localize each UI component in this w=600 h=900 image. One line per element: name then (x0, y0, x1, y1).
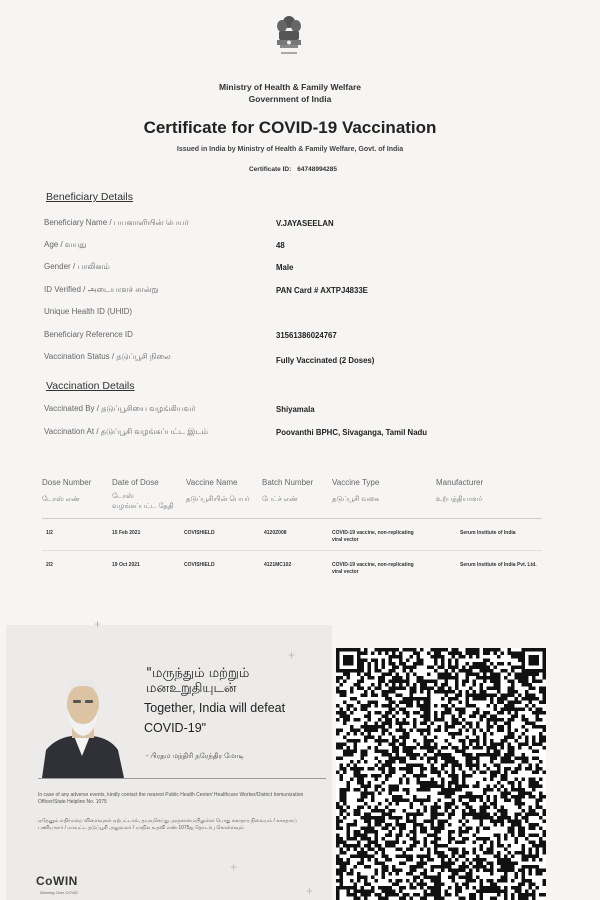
field-value: Fully Vaccinated (2 Doses) (276, 356, 375, 365)
gender-row (44, 262, 564, 278)
cell-batch: 4120Z008 (264, 530, 287, 536)
header-en: Dose Number (42, 478, 92, 487)
cell-manufacturer: Serum Institute of India (460, 530, 516, 536)
field-label: Beneficiary Reference ID (44, 330, 133, 339)
government-name: Government of India (248, 94, 332, 104)
quote-english-line2: COVID-19" (144, 721, 207, 735)
header-en: Vaccine Type (332, 478, 380, 487)
quote-tamil-line2: மனஉறுதியுடன் (146, 681, 237, 696)
reference-id-row (44, 330, 564, 346)
field-value: V.JAYASEELAN (276, 219, 334, 228)
cowin-tagline: Winning Over COVID (40, 890, 79, 895)
table-header (332, 478, 379, 505)
quote-tamil-line1: "மருந்தும் மற்றும் (146, 666, 250, 681)
field-label: Vaccinated By / தடுப்பூசியை வழங்கியவர் (44, 404, 196, 413)
table-header (436, 478, 483, 505)
cell-dose: 1/2 (46, 530, 53, 536)
quote-signature: - பிரதம மந்திரி நரேந்திர மோடி (146, 753, 244, 760)
field-label: Vaccination At / தடுப்பூசி வழங்கப்பட்ட இடம் (44, 427, 208, 436)
cell-batch: 4121MC102 (264, 562, 292, 568)
header-en: Date of Dose (112, 478, 159, 487)
certificate-title: Certificate for COVID-19 Vaccination (143, 118, 437, 137)
cell-vaccine: COVISHIELD (184, 530, 215, 536)
adverse-events-text-tamil: ஏதேனும் எதிர்மறை விளைவுகள் ஏற்பட்டால், தயவுசெய்து அருகாமையிலுள்ள பொது சுகாதார நிலையம் / சுகாதாரப் பணியாளர் / மாவட்ட தடுப்பூசி அலுவலர் / மாநில உதவி எண் 1075ஐ தொடர்பு கொள்ளவும் (38, 818, 298, 831)
field-value: Shiyamala (276, 405, 315, 414)
qr-code (336, 648, 546, 900)
field-label: Vaccination Status / தடுப்பூசி நிலை (44, 352, 171, 361)
cell-type: COVID-19 vaccine, non-replicating viral vector (332, 562, 414, 575)
national-emblem-icon (273, 14, 305, 76)
prime-minister-photo (38, 672, 126, 778)
ministry-name: Ministry of Health & Family Welfare (218, 82, 361, 92)
vaccination-at-row (44, 427, 564, 443)
age-row (44, 240, 564, 256)
id-verified-row (44, 285, 564, 301)
table-header (112, 478, 174, 512)
quote-tamil (146, 666, 316, 696)
field-value: Poovanthi BPHC, Sivaganga, Tamil Nadu (276, 428, 428, 437)
cowin-logo: CoWIN (36, 874, 78, 888)
quote-english-line1: Together, India will defeat (144, 701, 286, 715)
plus-decoration-icon: + (306, 884, 314, 898)
field-value: PAN Card # AXTPJ4833E (276, 286, 368, 295)
field-value: 48 (276, 241, 285, 250)
table-divider (42, 550, 542, 551)
cell-vaccine: COVISHIELD (184, 562, 215, 568)
vaccination-details-heading: Vaccination Details (46, 380, 135, 392)
header-ta: தடுப்பூசி வகை (332, 496, 380, 503)
cell-date: 15 Feb 2021 (112, 530, 141, 536)
field-label: Gender / பாலினம் (44, 262, 110, 271)
vaccinated-by-row (44, 404, 564, 420)
table-header (42, 478, 91, 505)
adverse-events-text: In case of any adverse events, kindly contact the nearest Public Health Center/ Healthcare Worker/District Immunization Officer/State Helpline No. 1075 (38, 792, 304, 805)
cell-type: COVID-19 vaccine, non-replicating viral vector (332, 530, 414, 543)
cell-manufacturer: Serum Institute of India Pvt. Ltd. (460, 562, 537, 568)
plus-decoration-icon: + (230, 860, 238, 874)
vaccination-status-row (44, 352, 564, 368)
panel-divider (38, 778, 326, 779)
header-ta: உற்பத்தியாளர் (436, 496, 483, 503)
certificate-id-label: Certificate ID: (248, 166, 292, 173)
cell-dose: 2/2 (46, 562, 53, 568)
uhid-row (44, 307, 564, 323)
field-value: 31561386024767 (276, 331, 337, 340)
issued-by-text: Issued in India by Ministry of Health & Family Welfare, Govt. of India (176, 146, 404, 153)
field-value: Male (276, 263, 294, 272)
plus-decoration-icon: + (94, 617, 102, 631)
plus-decoration-icon: + (288, 648, 296, 662)
beneficiary-name-row (44, 218, 564, 234)
field-label: Beneficiary Name / பயனாளியின் பெயர் (44, 218, 189, 227)
header-en: Vaccine Name (186, 478, 238, 487)
header-ta: டோஸ் எண் (42, 496, 81, 503)
field-label: Unique Health ID (UHID) (44, 307, 133, 316)
field-label: ID Verified / அடையாளச் சான்று (44, 285, 159, 294)
header-en: Batch Number (262, 478, 314, 487)
beneficiary-details-heading: Beneficiary Details (46, 191, 133, 203)
header-ta: பேட்ச் எண் (262, 496, 298, 503)
header-ta: டோஸ் வழங்கப்பட்ட தேதி (112, 493, 174, 510)
header-ta: தடுப்பூசியின் பெயர் (186, 496, 250, 503)
table-divider (42, 518, 542, 519)
certificate-id-value: 64748994285 (297, 166, 338, 173)
quote-english (144, 698, 314, 738)
table-header (262, 478, 313, 505)
certificate-id (0, 166, 580, 173)
table-header (186, 478, 250, 505)
field-label: Age / வயது (44, 240, 87, 249)
header-en: Manufacturer (436, 478, 484, 487)
cell-date: 19 Oct 2021 (112, 562, 140, 568)
